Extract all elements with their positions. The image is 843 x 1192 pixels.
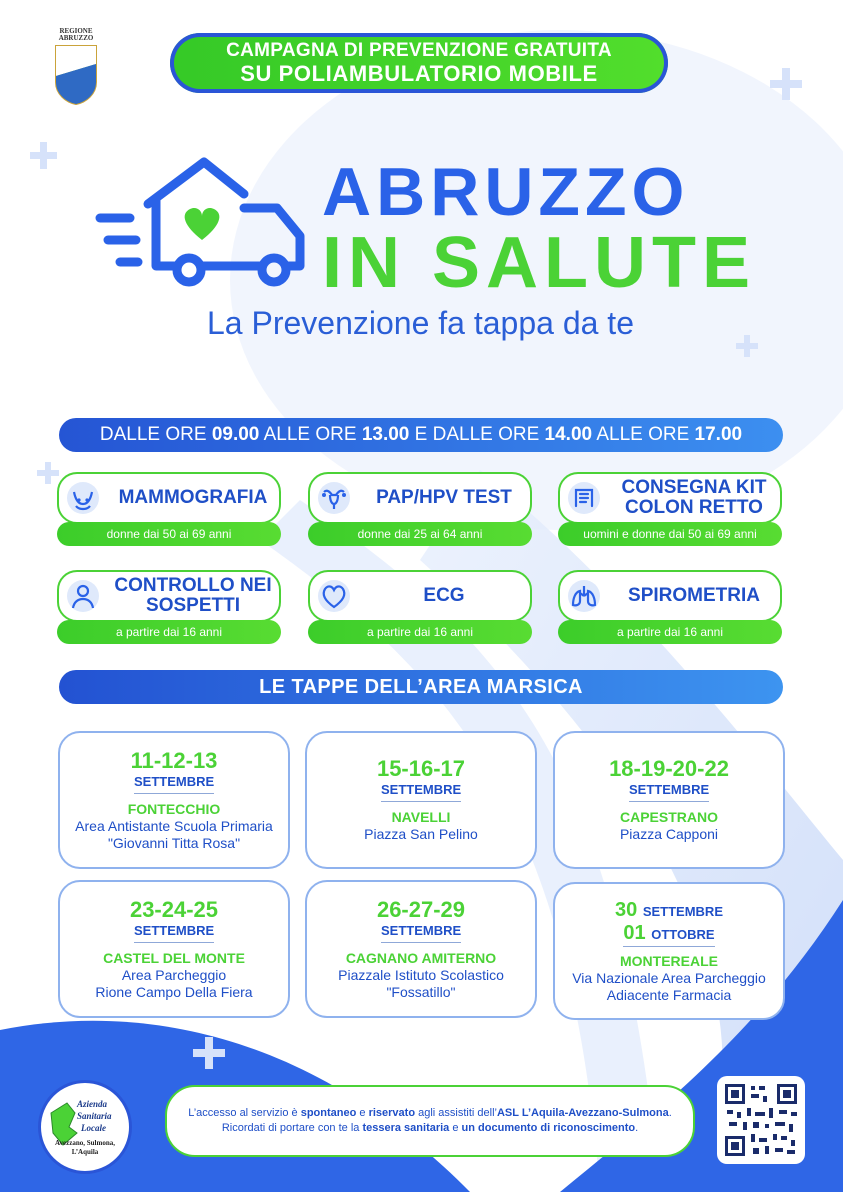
stop-month: SETTEMBRE [134,922,214,943]
heart-icon [310,578,358,614]
service-age: uomini e donne dai 50 ai 69 anni [558,522,782,546]
service-name [608,478,780,518]
stop-place: MONTEREALE [620,952,718,969]
service-age: a partire dai 16 anni [308,620,532,644]
service-name-line: CONSEGNA KIT [621,477,767,498]
note-text: e [449,1122,462,1134]
hours-time: 14.00 [544,424,593,445]
intestine-icon [560,480,608,516]
crest-icon [52,42,100,106]
stop-month: OTTOBRE [651,926,715,942]
stop-days: 30 [615,898,638,921]
stop-card [58,880,290,1018]
service-age: donne dai 50 ai 69 anni [57,522,281,546]
asl-label: Sanitaria [77,1111,112,1121]
stop-card [553,731,785,869]
note-line-1 [188,1106,672,1121]
note-text: . [635,1122,639,1134]
region-label-1: REGIONE [59,27,93,35]
campaign-prefix: CAMPAGNA DI PREVENZIONE [226,40,515,61]
service-name-line: COLON RETTO [625,497,763,518]
service-name-line: SOSPETTI [146,595,240,616]
stop-days: 18-19-20-22 [609,756,729,781]
heart-icon [185,208,220,240]
stop-days: 23-24-25 [129,896,219,922]
stop-days: 01 [623,921,646,944]
campaign-line-1 [226,40,612,62]
stop-address: "Giovanni Titta Rosa" [107,834,241,851]
region-label-2: ABRUZZO [58,34,94,42]
stop-month: SETTEMBRE [381,781,461,802]
note-bold: tessera sanitaria [362,1122,450,1134]
uterus-icon [310,480,358,516]
hours-text: ALLE ORE [259,424,362,445]
service-pap-hpv [308,472,532,546]
service-ecg [308,570,532,644]
hours-time: 09.00 [211,424,260,445]
service-name-line: PAP/HPV TEST [376,487,512,508]
stop-month: SETTEMBRE [381,922,461,943]
service-name-line: ECG [423,585,465,606]
stop-month: SETTEMBRE [134,773,214,794]
service-name [358,488,530,508]
asl-label: Locale [81,1123,106,1133]
service-age: a partire dai 16 anni [57,620,281,644]
service-name-line: MAMMOGRAFIA [118,487,268,508]
note-text: agli assistiti dell’ [415,1107,497,1119]
service-name [358,586,530,606]
stop-card [553,882,785,1020]
note-text: L’accesso al servizio è [188,1107,301,1119]
stop-address: Piazzale Istituto Scolastico [338,966,504,983]
service-name [608,586,780,606]
access-note [165,1085,695,1157]
stop-place: CAPESTRANO [619,809,718,825]
breast-icon [59,480,107,516]
service-mammografia [57,472,281,546]
stop-place: CASTEL DEL MONTE [103,949,245,966]
note-bold: un documento di riconoscimento [461,1122,636,1134]
hours-text: DALLE ORE [99,424,212,445]
hours-text: ALLE ORE [592,424,695,445]
area-banner: LE TAPPE DELL’AREA MARSICA [59,670,783,704]
stop-card [305,880,537,1018]
note-text: . [668,1107,672,1119]
service-name-line: SPIROMETRIA [628,585,760,606]
stop-card [58,731,290,869]
note-bold: riservato [368,1107,416,1119]
person-icon [59,578,107,614]
hours-time: 17.00 [694,424,743,445]
region-crest [52,28,100,108]
stop-place: NAVELLI [391,809,451,825]
asl-logo [38,1080,132,1174]
stop-month: SETTEMBRE [642,903,723,919]
asl-label: Avezzano, Sulmona, [55,1139,115,1147]
stop-card [305,731,537,869]
service-name [107,576,279,616]
note-text: e [356,1107,369,1119]
stop-address: Adiacente Farmacia [606,986,732,1003]
service-colon-kit [558,472,782,546]
note-text: Ricordati di portare con te la [221,1122,363,1134]
stop-days: 11-12-13 [130,747,218,773]
service-name-line: CONTROLLO NEI [114,575,272,596]
stop-address: Area Parcheggio [121,966,227,983]
lungs-icon [560,578,608,614]
service-age: donne dai 25 ai 64 anni [308,522,532,546]
stop-address: Piazza Capponi [619,826,719,842]
stop-address: Via Nazionale Area Parcheggio [572,969,766,986]
note-bold: ASL L’Aquila-Avezzano-Sulmona [496,1107,669,1119]
stop-place: FONTECCHIO [127,800,221,817]
campaign-line-2: SU POLIAMBULATORIO MOBILE [240,61,598,86]
stop-address: Rione Campo Della Fiera [95,983,253,1000]
service-nei-sospetti [57,570,281,644]
hours-banner [59,418,783,452]
hours-time: 13.00 [361,424,410,445]
hours-text: E DALLE ORE [409,424,545,445]
service-age: a partire dai 16 anni [558,620,782,644]
asl-label: Azienda [77,1099,108,1109]
stop-month: SETTEMBRE [629,781,709,802]
note-line-2 [222,1121,638,1136]
stop-address: "Fossatillo" [386,983,456,1000]
title-in-salute: IN SALUTE [322,223,757,303]
service-name [107,488,279,508]
campaign-free: GRATUITA [514,40,612,61]
tagline: La Prevenzione fa tappa da te [207,305,634,341]
service-spirometria [558,570,782,644]
qr-code[interactable] [717,1076,805,1164]
stop-place: CAGNANO AMITERNO [345,949,497,966]
stop-date-line [615,899,723,922]
stop-days: 15-16-17 [376,756,466,781]
note-bold: spontaneo [300,1107,357,1119]
asl-label: L’Aquila [71,1148,99,1156]
stop-days: 26-27-29 [376,896,466,922]
campaign-banner [170,33,668,93]
stop-address: Area Antistante Scuola Primaria [75,817,273,834]
stop-date-line [623,922,714,947]
stop-address: Piazza San Pelino [364,826,478,842]
mobile-clinic-logo [92,148,312,288]
title-abruzzo: ABRUZZO [322,154,690,230]
